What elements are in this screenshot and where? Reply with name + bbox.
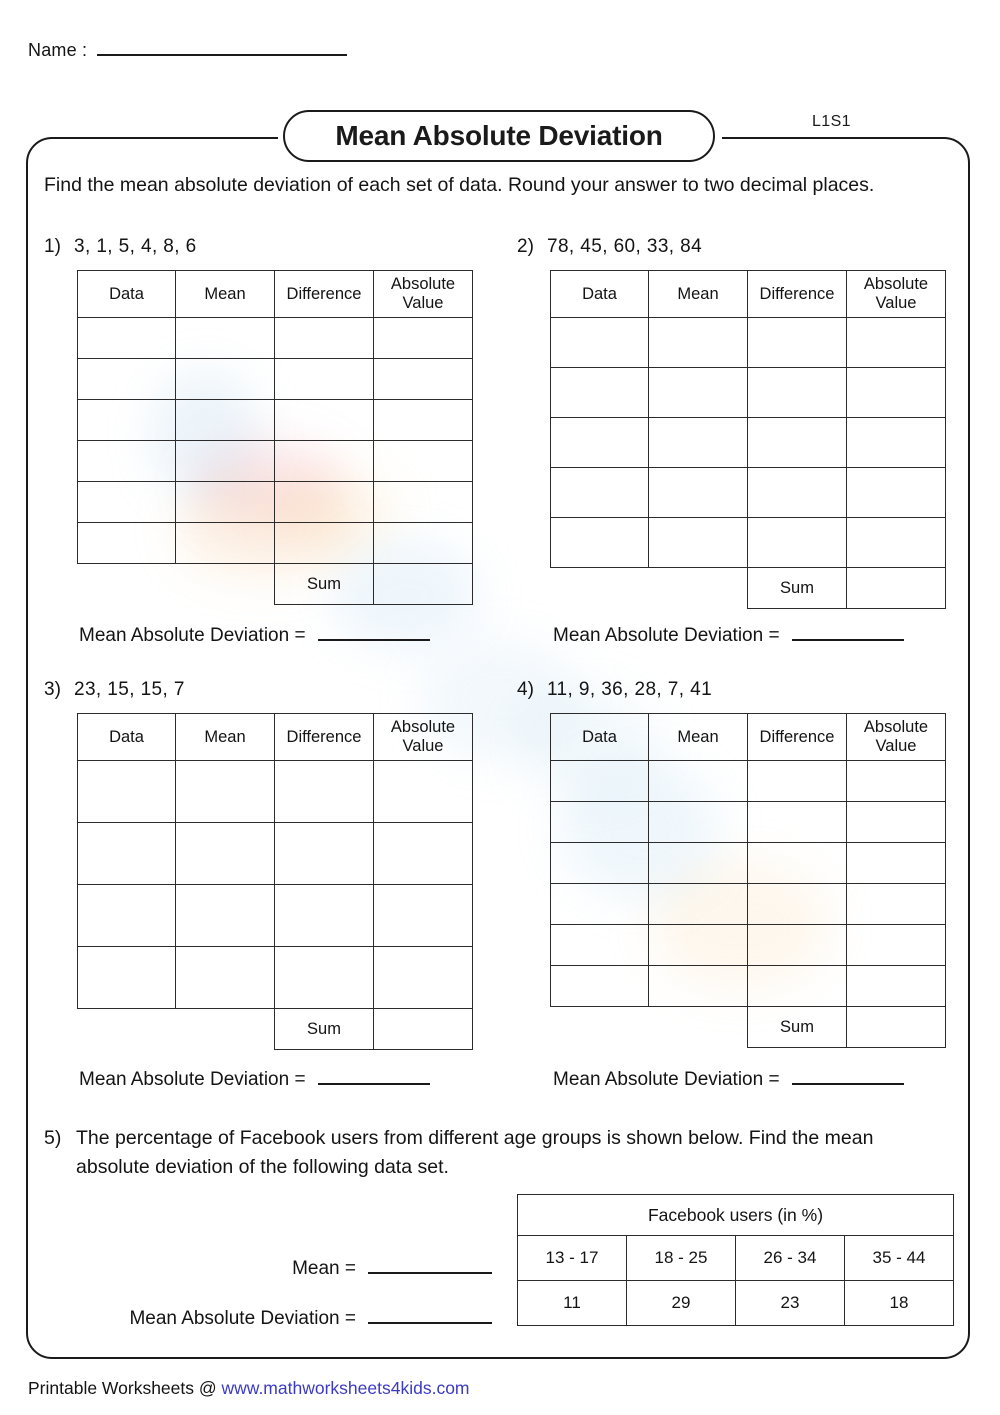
absolute-value-cell[interactable]	[847, 802, 946, 843]
table-row	[78, 947, 473, 1009]
absolute-value-cell[interactable]	[374, 441, 473, 482]
difference-cell[interactable]	[275, 482, 374, 523]
sum-label: Sum	[748, 1007, 847, 1048]
problem-2	[517, 236, 946, 609]
data-cell[interactable]	[551, 318, 649, 368]
empty-cell	[649, 568, 748, 609]
problem-3-header	[44, 679, 473, 701]
percentage-cell: 11	[518, 1281, 627, 1326]
mean-cell[interactable]	[649, 843, 748, 884]
age-group-cell: 18 - 25	[627, 1236, 736, 1281]
data-cell[interactable]	[78, 761, 176, 823]
absolute-value-cell[interactable]	[847, 318, 946, 368]
header-difference: Difference	[748, 271, 847, 318]
mean-label: Mean =	[292, 1258, 356, 1279]
problem-2-answer	[553, 625, 904, 647]
mean-cell[interactable]	[176, 318, 275, 359]
problem-3	[44, 679, 473, 1050]
table-row	[551, 925, 946, 966]
difference-cell[interactable]	[275, 359, 374, 400]
header-absolute-value: Absolute Value	[374, 714, 473, 761]
difference-cell[interactable]	[275, 318, 374, 359]
sheet-code-label: L1S1	[812, 113, 851, 130]
empty-cell	[176, 564, 275, 605]
header-absolute-value: Absolute Value	[847, 271, 946, 318]
mean-cell[interactable]	[176, 823, 275, 885]
header-absolute-value: Absolute Value	[847, 714, 946, 761]
data-cell[interactable]	[551, 802, 649, 843]
header-data: Data	[78, 714, 176, 761]
problem-1-number: 1)	[44, 236, 61, 257]
mad-answer-line[interactable]	[318, 626, 430, 641]
problem-5-number: 5)	[44, 1127, 62, 1149]
sum-value-cell[interactable]	[847, 568, 946, 609]
difference-cell[interactable]	[275, 441, 374, 482]
table-row	[78, 823, 473, 885]
header-mean: Mean	[176, 271, 275, 318]
mad-answer-line[interactable]	[368, 1309, 492, 1324]
problem-1-header	[44, 236, 473, 258]
sum-value-cell[interactable]	[847, 1007, 946, 1048]
difference-cell[interactable]	[275, 885, 374, 947]
problem-4-header	[517, 679, 946, 701]
absolute-value-cell[interactable]	[374, 823, 473, 885]
facebook-table-title-row	[518, 1195, 954, 1236]
problem-1-table	[77, 270, 473, 605]
data-cell[interactable]	[78, 318, 176, 359]
difference-cell[interactable]	[748, 925, 847, 966]
mean-cell[interactable]	[176, 482, 275, 523]
absolute-value-cell[interactable]	[847, 966, 946, 1007]
mad-answer-line[interactable]	[792, 626, 904, 641]
empty-cell	[551, 1007, 649, 1048]
table-row	[551, 966, 946, 1007]
name-label: Name :	[28, 40, 88, 60]
mad-answer-line[interactable]	[318, 1070, 430, 1085]
age-group-cell: 26 - 34	[736, 1236, 845, 1281]
mean-cell[interactable]	[649, 418, 748, 468]
mean-answer-line[interactable]	[368, 1259, 492, 1274]
mean-cell[interactable]	[649, 518, 748, 568]
sum-row	[551, 568, 946, 609]
problem-1	[44, 236, 473, 605]
problem-3-table	[77, 713, 473, 1050]
problem-4-table	[550, 713, 946, 1048]
instruction-text: Find the mean absolute deviation of each set of data. Round your answer to two decimal places.	[44, 174, 875, 196]
problem-1-answer	[79, 625, 430, 647]
data-cell[interactable]	[78, 947, 176, 1009]
problem-1-dataset: 3, 1, 5, 4, 8, 6	[74, 236, 197, 257]
difference-cell[interactable]	[748, 884, 847, 925]
empty-cell	[78, 564, 176, 605]
facebook-table-title: Facebook users (in %)	[518, 1195, 954, 1236]
header-data: Data	[78, 271, 176, 318]
data-cell[interactable]	[78, 523, 176, 564]
problem-5-text: The percentage of Facebook users from different age groups is shown below. Find the mean absolute deviation of the following data set.	[76, 1127, 874, 1178]
difference-cell[interactable]	[275, 523, 374, 564]
mean-cell[interactable]	[176, 523, 275, 564]
problem-3-number: 3)	[44, 679, 61, 700]
percentage-cell: 23	[736, 1281, 845, 1326]
problem-5-header	[44, 1124, 928, 1182]
difference-cell[interactable]	[275, 823, 374, 885]
absolute-value-cell[interactable]	[847, 518, 946, 568]
absolute-value-cell[interactable]	[374, 359, 473, 400]
problem-4-dataset: 11, 9, 36, 28, 7, 41	[547, 679, 713, 700]
difference-cell[interactable]	[748, 802, 847, 843]
difference-cell[interactable]	[275, 947, 374, 1009]
data-cell[interactable]	[551, 518, 649, 568]
sum-label: Sum	[275, 564, 374, 605]
mean-cell[interactable]	[176, 359, 275, 400]
header-difference: Difference	[748, 714, 847, 761]
table-row	[78, 761, 473, 823]
difference-cell[interactable]	[748, 418, 847, 468]
mad-answer-line[interactable]	[792, 1070, 904, 1085]
percentage-cell: 29	[627, 1281, 736, 1326]
mean-cell[interactable]	[176, 400, 275, 441]
footer-text: Printable Worksheets @	[28, 1378, 222, 1398]
empty-cell	[78, 1009, 176, 1050]
table-header-row	[78, 714, 473, 761]
empty-cell	[551, 568, 649, 609]
data-cell[interactable]	[78, 823, 176, 885]
problem-4-number: 4)	[517, 679, 534, 700]
facebook-table-value-row	[518, 1281, 954, 1326]
absolute-value-cell[interactable]	[847, 418, 946, 468]
empty-cell	[649, 1007, 748, 1048]
table-row	[78, 441, 473, 482]
table-row	[551, 418, 946, 468]
mean-cell[interactable]	[649, 925, 748, 966]
table-row	[551, 468, 946, 518]
mean-cell[interactable]	[649, 318, 748, 368]
header-mean: Mean	[176, 714, 275, 761]
sum-row	[78, 1009, 473, 1050]
name-field-row	[28, 40, 347, 61]
sum-label: Sum	[748, 568, 847, 609]
absolute-value-cell[interactable]	[374, 761, 473, 823]
absolute-value-cell[interactable]	[374, 523, 473, 564]
data-cell[interactable]	[78, 885, 176, 947]
absolute-value-cell[interactable]	[847, 761, 946, 802]
header-mean: Mean	[649, 271, 748, 318]
absolute-value-cell[interactable]	[374, 885, 473, 947]
absolute-value-cell[interactable]	[847, 925, 946, 966]
table-row	[551, 368, 946, 418]
mad-label: Mean Absolute Deviation =	[79, 1069, 306, 1090]
data-cell[interactable]	[551, 925, 649, 966]
mean-cell[interactable]	[176, 947, 275, 1009]
difference-cell[interactable]	[748, 368, 847, 418]
worksheet-title-pill	[283, 110, 715, 162]
absolute-value-cell[interactable]	[847, 884, 946, 925]
facebook-users-table	[517, 1194, 954, 1326]
data-cell[interactable]	[551, 418, 649, 468]
footer	[28, 1378, 470, 1399]
difference-cell[interactable]	[275, 761, 374, 823]
table-row	[78, 885, 473, 947]
data-cell[interactable]	[551, 761, 649, 802]
table-row	[78, 523, 473, 564]
mad-label: Mean Absolute Deviation =	[79, 625, 306, 646]
problem-5-mean-row	[80, 1258, 492, 1280]
data-cell[interactable]	[78, 400, 176, 441]
problem-2-dataset: 78, 45, 60, 33, 84	[547, 236, 703, 257]
difference-cell[interactable]	[748, 518, 847, 568]
problem-2-header	[517, 236, 946, 258]
problem-5-mad-row	[80, 1308, 492, 1330]
problem-3-dataset: 23, 15, 15, 7	[74, 679, 185, 700]
table-header-row	[551, 271, 946, 318]
age-group-cell: 35 - 44	[845, 1236, 954, 1281]
facebook-table-category-row	[518, 1236, 954, 1281]
mean-cell[interactable]	[176, 441, 275, 482]
sum-row	[78, 564, 473, 605]
header-absolute-value: Absolute Value	[374, 271, 473, 318]
mean-cell[interactable]	[649, 966, 748, 1007]
mean-cell[interactable]	[649, 368, 748, 418]
data-cell[interactable]	[551, 843, 649, 884]
difference-cell[interactable]	[275, 400, 374, 441]
data-cell[interactable]	[551, 884, 649, 925]
table-row	[551, 843, 946, 884]
percentage-cell: 18	[845, 1281, 954, 1326]
data-cell[interactable]	[551, 368, 649, 418]
difference-cell[interactable]	[748, 761, 847, 802]
mean-cell[interactable]	[649, 802, 748, 843]
table-row	[78, 400, 473, 441]
difference-cell[interactable]	[748, 843, 847, 884]
absolute-value-cell[interactable]	[374, 400, 473, 441]
absolute-value-cell[interactable]	[847, 468, 946, 518]
table-row	[551, 802, 946, 843]
mad-label: Mean Absolute Deviation =	[129, 1308, 356, 1329]
data-cell[interactable]	[78, 441, 176, 482]
problem-5-answers	[80, 1258, 492, 1358]
page-title: Mean Absolute Deviation	[335, 120, 663, 151]
header-difference: Difference	[275, 714, 374, 761]
table-header-row	[551, 714, 946, 761]
mean-cell[interactable]	[649, 884, 748, 925]
header-data: Data	[551, 714, 649, 761]
sum-row	[551, 1007, 946, 1048]
problem-3-answer	[79, 1069, 430, 1091]
mad-label: Mean Absolute Deviation =	[553, 625, 780, 646]
problem-5	[44, 1124, 928, 1182]
data-cell[interactable]	[551, 468, 649, 518]
absolute-value-cell[interactable]	[847, 368, 946, 418]
table-header-row	[78, 271, 473, 318]
header-data: Data	[551, 271, 649, 318]
difference-cell[interactable]	[748, 318, 847, 368]
problem-4-answer	[553, 1069, 904, 1091]
mean-cell[interactable]	[176, 885, 275, 947]
problem-2-table	[550, 270, 946, 609]
absolute-value-cell[interactable]	[374, 947, 473, 1009]
sum-value-cell[interactable]	[374, 1009, 473, 1050]
data-cell[interactable]	[78, 482, 176, 523]
table-row	[78, 318, 473, 359]
age-group-cell: 13 - 17	[518, 1236, 627, 1281]
header-mean: Mean	[649, 714, 748, 761]
header-difference: Difference	[275, 271, 374, 318]
empty-cell	[176, 1009, 275, 1050]
table-row	[78, 482, 473, 523]
data-cell[interactable]	[551, 966, 649, 1007]
sum-value-cell[interactable]	[374, 564, 473, 605]
mean-cell[interactable]	[176, 761, 275, 823]
table-row	[78, 359, 473, 400]
problem-2-number: 2)	[517, 236, 534, 257]
difference-cell[interactable]	[748, 468, 847, 518]
problem-4	[517, 679, 946, 1048]
name-input-line[interactable]	[97, 40, 347, 56]
absolute-value-cell[interactable]	[374, 318, 473, 359]
mean-cell[interactable]	[649, 761, 748, 802]
table-row	[551, 761, 946, 802]
table-row	[551, 884, 946, 925]
mad-label: Mean Absolute Deviation =	[553, 1069, 780, 1090]
mean-cell[interactable]	[649, 468, 748, 518]
difference-cell[interactable]	[748, 966, 847, 1007]
table-row	[551, 518, 946, 568]
absolute-value-cell[interactable]	[847, 843, 946, 884]
table-row	[551, 318, 946, 368]
sum-label: Sum	[275, 1009, 374, 1050]
absolute-value-cell[interactable]	[374, 482, 473, 523]
data-cell[interactable]	[78, 359, 176, 400]
footer-website-link[interactable]: www.mathworksheets4kids.com	[221, 1378, 470, 1398]
